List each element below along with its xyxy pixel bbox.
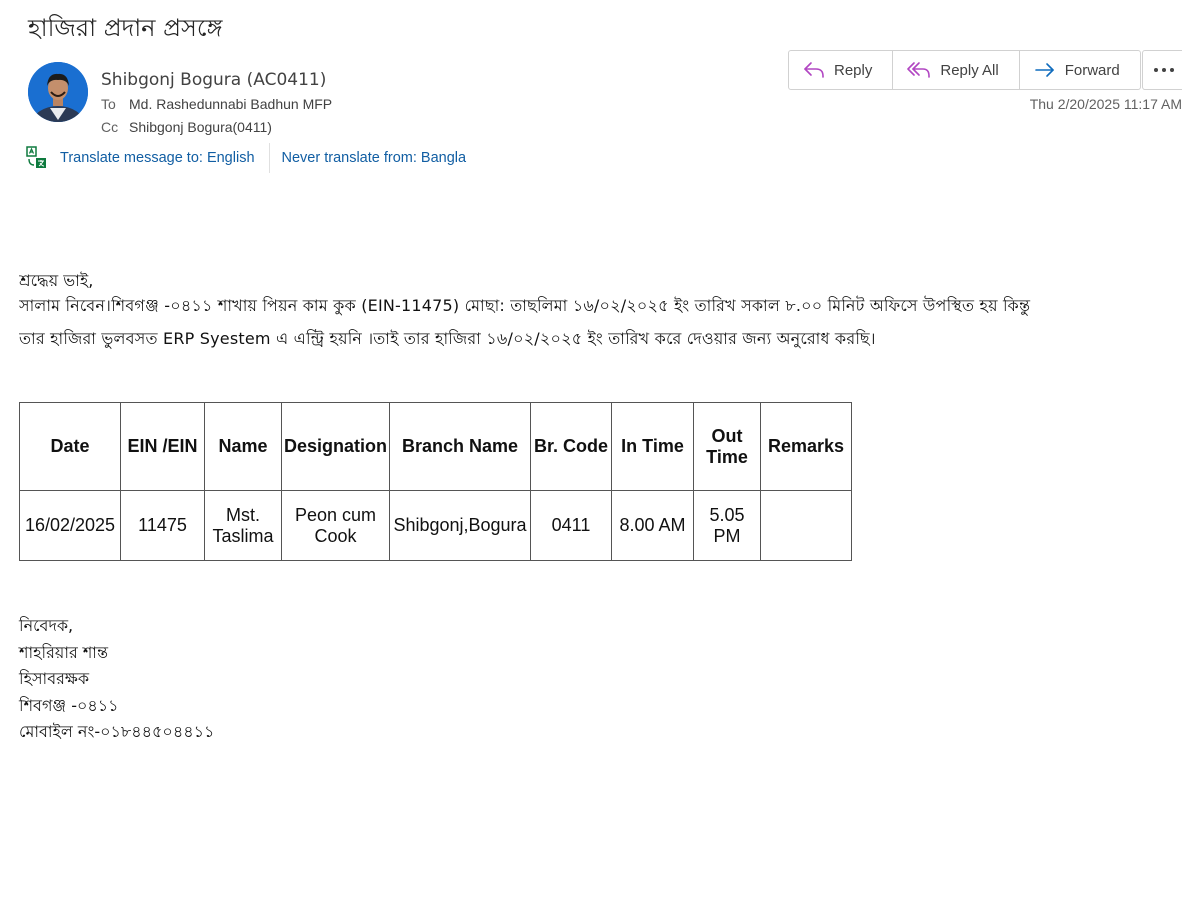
to-recipient[interactable]: Md. Rashedunnabi Badhun MFP [129,96,333,112]
header-out-time: Out Time [694,403,761,491]
cell-remarks [761,491,852,561]
header-branch-name: Branch Name [390,403,531,491]
header-name: Name [205,403,282,491]
cc-label: Cc [101,119,119,135]
header-designation: Designation [282,403,390,491]
table-row [20,491,852,561]
cell-date: 16/02/2025 [20,491,121,561]
table-header-row [20,403,852,491]
reply-button[interactable] [789,51,893,89]
cell-in-time: 8.00 AM [612,491,694,561]
signature-closing: নিবেদক, [19,616,74,635]
reply-all-button[interactable] [893,51,1019,89]
more-actions-button[interactable] [1142,50,1182,90]
translate-bar [26,145,466,171]
header-remarks: Remarks [761,403,852,491]
never-translate-link[interactable]: Never translate from: Bangla [281,150,467,166]
cell-br-code: 0411 [531,491,612,561]
forward-icon [1034,61,1056,79]
forward-label: Forward [1064,61,1120,79]
sender-name[interactable]: Shibgonj Bogura (AC0411) [101,70,327,90]
forward-button[interactable] [1020,51,1140,89]
signature-name: শাহরিয়ার শান্ত [19,643,108,662]
to-row [101,96,332,112]
cell-designation: Peon cum Cook [282,491,390,561]
reply-all-icon [907,61,931,79]
greeting-line: শ্রদ্ধেয় ভাই, [19,271,94,290]
translate-divider [269,143,270,173]
header-in-time: In Time [612,403,694,491]
ellipsis-icon [1153,67,1175,73]
header-br-code: Br. Code [531,403,612,491]
reply-all-label: Reply All [940,61,999,79]
signature-mobile: মোবাইল নং-০১৮৪৪৫০৪৪১১ [19,722,215,741]
body-line-1: সালাম নিবেন।শিবগঞ্জ -০৪১১ শাখায় পিয়ন কাম কুক (EIN-11475) মোছা: তাছলিমা ১৬/০২/২০২৫ ইং তারিখ সকাল ৮.০০ মিনিট অফিসে উপস্থিত হয় কিন্তু [19,296,1031,315]
reply-icon [803,61,825,79]
cell-branch-name: Shibgonj,Bogura [390,491,531,561]
attendance-table [19,402,852,561]
sent-datetime: Thu 2/20/2025 11:17 AM [1029,96,1182,112]
signature-title: হিসাবরক্ষক [19,669,90,688]
translate-icon [26,146,48,170]
cell-out-time: 5.05 PM [694,491,761,561]
header-date: Date [20,403,121,491]
to-label: To [101,96,116,112]
cc-row [101,119,272,135]
sender-avatar[interactable] [28,62,88,122]
header-ein: EIN /EIN [121,403,205,491]
cell-ein: 11475 [121,491,205,561]
signature-branch: শিবগঞ্জ -০৪১১ [19,696,119,715]
message-actions [788,50,1141,90]
cc-recipient[interactable]: Shibgonj Bogura(0411) [129,119,272,135]
translate-message-link[interactable]: Translate message to: English [60,150,255,166]
body-line-2: তার হাজিরা ভুলবসত ERP Syestem এ এন্ট্রি হয়নি ।তাই তার হাজিরা ১৬/০২/২০২৫ ইং তারিখ করে দেওয়ার জন্য অনুরোধ করছি। [19,329,876,348]
email-subject: হাজিরা প্রদান প্রসঙ্গে [28,14,223,42]
reply-label: Reply [834,61,873,79]
cell-name: Mst. Taslima [205,491,282,561]
